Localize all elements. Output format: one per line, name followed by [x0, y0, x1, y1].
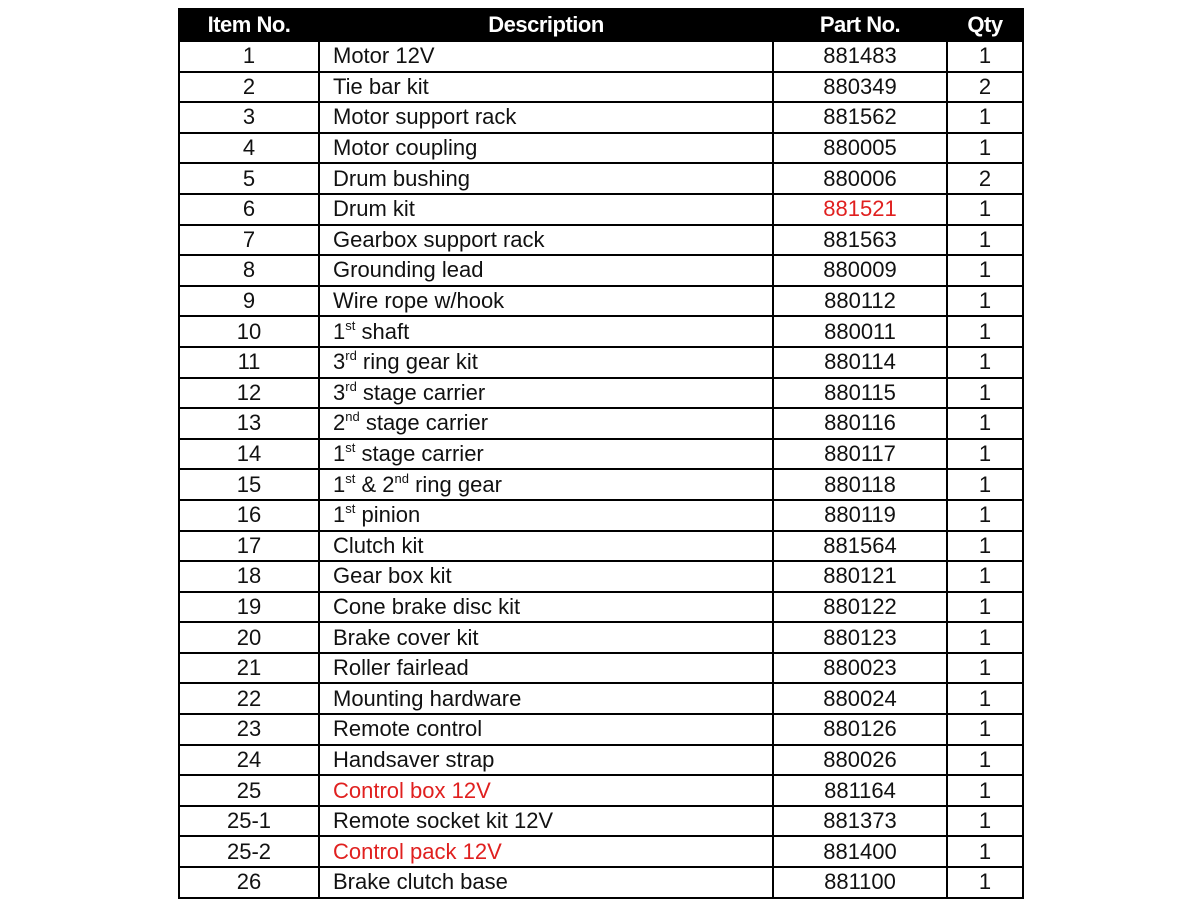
description-text: Remote control — [333, 716, 483, 742]
quantity: 1 — [947, 347, 1023, 378]
part-description — [319, 653, 773, 684]
quantity: 1 — [947, 439, 1023, 470]
part-description — [319, 439, 773, 470]
description-text: Roller fairlead — [333, 655, 469, 681]
quantity: 1 — [947, 561, 1023, 592]
item-number: 13 — [179, 408, 319, 439]
part-number: 880121 — [773, 561, 947, 592]
part-description — [319, 622, 773, 653]
ordinal-suffix: st — [345, 501, 356, 517]
description-text: stage carrier — [355, 441, 484, 467]
table-row — [179, 836, 1023, 867]
part-number: 880115 — [773, 378, 947, 409]
table-row — [179, 347, 1023, 378]
part-number: 880023 — [773, 653, 947, 684]
quantity: 1 — [947, 102, 1023, 133]
part-number: 880117 — [773, 439, 947, 470]
description-text: 2 — [333, 410, 346, 436]
parts-table-header — [179, 9, 1023, 41]
part-description — [319, 72, 773, 103]
description-text: Motor support rack — [333, 104, 517, 130]
part-number: 881564 — [773, 531, 947, 562]
item-number: 23 — [179, 714, 319, 745]
description-text: 3 — [333, 379, 346, 405]
table-row — [179, 194, 1023, 225]
ordinal-suffix: st — [345, 470, 356, 486]
description-text: stage carrier — [356, 379, 486, 405]
quantity: 1 — [947, 378, 1023, 409]
item-number: 25-1 — [179, 806, 319, 837]
quantity: 1 — [947, 592, 1023, 623]
part-description — [319, 592, 773, 623]
quantity: 1 — [947, 531, 1023, 562]
part-number: 880011 — [773, 316, 947, 347]
table-row — [179, 531, 1023, 562]
description-text: ring gear kit — [356, 349, 478, 375]
part-number: 881164 — [773, 775, 947, 806]
quantity: 1 — [947, 286, 1023, 317]
part-description — [319, 347, 773, 378]
description-header: Description — [319, 9, 773, 41]
item-number: 19 — [179, 592, 319, 623]
part-description — [319, 836, 773, 867]
quantity: 1 — [947, 41, 1023, 72]
part-number: 880026 — [773, 745, 947, 776]
part-description — [319, 225, 773, 256]
description-text: 1 — [333, 502, 346, 528]
table-row — [179, 745, 1023, 776]
part-number: 881483 — [773, 41, 947, 72]
quantity: 1 — [947, 316, 1023, 347]
part-description — [319, 561, 773, 592]
parts-table-body — [179, 41, 1023, 898]
item-number: 25-2 — [179, 836, 319, 867]
quantity: 1 — [947, 745, 1023, 776]
table-row — [179, 133, 1023, 164]
description-text: Grounding lead — [333, 257, 484, 283]
description-text: Mounting hardware — [333, 685, 522, 711]
table-row — [179, 316, 1023, 347]
part-description — [319, 41, 773, 72]
part-number: 880006 — [773, 163, 947, 194]
item-number: 6 — [179, 194, 319, 225]
table-row — [179, 41, 1023, 72]
description-text: shaft — [355, 318, 410, 344]
table-row — [179, 500, 1023, 531]
quantity: 1 — [947, 653, 1023, 684]
item-number: 20 — [179, 622, 319, 653]
ordinal-suffix: rd — [345, 378, 357, 394]
part-number: 880024 — [773, 683, 947, 714]
quantity: 1 — [947, 714, 1023, 745]
description-text: Motor coupling — [333, 135, 478, 161]
quantity: 1 — [947, 500, 1023, 531]
ordinal-suffix: rd — [345, 348, 357, 364]
quantity: 1 — [947, 469, 1023, 500]
description-text: Gearbox support rack — [333, 226, 545, 252]
table-row — [179, 255, 1023, 286]
part-number: 880119 — [773, 500, 947, 531]
ordinal-suffix: nd — [345, 409, 360, 425]
part-description — [319, 806, 773, 837]
part-number: 880123 — [773, 622, 947, 653]
table-row — [179, 72, 1023, 103]
table-row — [179, 867, 1023, 898]
part-description — [319, 745, 773, 776]
item-number: 3 — [179, 102, 319, 133]
item-number: 15 — [179, 469, 319, 500]
description-text: Brake clutch base — [333, 869, 508, 895]
part-description — [319, 714, 773, 745]
part-number: 880112 — [773, 286, 947, 317]
part-number: 880005 — [773, 133, 947, 164]
header-row — [179, 9, 1023, 41]
item-number: 17 — [179, 531, 319, 562]
table-row — [179, 286, 1023, 317]
part-description — [319, 163, 773, 194]
item-number: 7 — [179, 225, 319, 256]
part-number: 881562 — [773, 102, 947, 133]
part-no-header: Part No. — [773, 9, 947, 41]
item-number: 1 — [179, 41, 319, 72]
table-row — [179, 225, 1023, 256]
table-row — [179, 714, 1023, 745]
quantity: 1 — [947, 775, 1023, 806]
qty-header: Qty — [947, 9, 1023, 41]
table-row — [179, 592, 1023, 623]
parts-table — [178, 8, 1024, 899]
table-row — [179, 775, 1023, 806]
part-number: 880009 — [773, 255, 947, 286]
quantity: 1 — [947, 683, 1023, 714]
item-number: 18 — [179, 561, 319, 592]
item-number: 4 — [179, 133, 319, 164]
description-text: 1 — [333, 471, 346, 497]
part-number: 881373 — [773, 806, 947, 837]
table-row — [179, 102, 1023, 133]
part-description — [319, 255, 773, 286]
description-text: Remote socket kit 12V — [333, 808, 554, 834]
item-number: 11 — [179, 347, 319, 378]
item-number: 21 — [179, 653, 319, 684]
quantity: 2 — [947, 72, 1023, 103]
item-number: 16 — [179, 500, 319, 531]
part-number: 881100 — [773, 867, 947, 898]
description-text: Brake cover kit — [333, 624, 479, 650]
part-description — [319, 316, 773, 347]
part-number: 880114 — [773, 347, 947, 378]
quantity: 1 — [947, 408, 1023, 439]
quantity: 1 — [947, 867, 1023, 898]
description-text: Drum bushing — [333, 165, 470, 191]
part-description — [319, 500, 773, 531]
item-number: 5 — [179, 163, 319, 194]
description-text: 1 — [333, 318, 346, 344]
table-row — [179, 378, 1023, 409]
description-text: Control box 12V — [333, 777, 491, 803]
table-row — [179, 561, 1023, 592]
description-text: Motor 12V — [333, 43, 435, 69]
description-text: ring gear — [408, 471, 502, 497]
table-row — [179, 408, 1023, 439]
part-number: 881400 — [773, 836, 947, 867]
part-description — [319, 775, 773, 806]
quantity: 1 — [947, 836, 1023, 867]
item-number: 8 — [179, 255, 319, 286]
item-no-header: Item No. — [179, 9, 319, 41]
quantity: 1 — [947, 255, 1023, 286]
description-text: Clutch kit — [333, 532, 424, 558]
part-description — [319, 469, 773, 500]
ordinal-suffix: st — [345, 317, 356, 333]
item-number: 14 — [179, 439, 319, 470]
description-text: Tie bar kit — [333, 73, 429, 99]
item-number: 12 — [179, 378, 319, 409]
part-number: 881521 — [773, 194, 947, 225]
description-text: Wire rope w/hook — [333, 288, 505, 314]
part-number: 880349 — [773, 72, 947, 103]
part-number: 880118 — [773, 469, 947, 500]
table-row — [179, 806, 1023, 837]
part-description — [319, 102, 773, 133]
table-row — [179, 439, 1023, 470]
table-row — [179, 653, 1023, 684]
description-text: Cone brake disc kit — [333, 593, 521, 619]
item-number: 25 — [179, 775, 319, 806]
part-description — [319, 531, 773, 562]
part-number: 881563 — [773, 225, 947, 256]
ordinal-suffix: st — [345, 440, 356, 456]
quantity: 1 — [947, 194, 1023, 225]
table-row — [179, 683, 1023, 714]
part-description — [319, 194, 773, 225]
quantity: 1 — [947, 806, 1023, 837]
table-row — [179, 469, 1023, 500]
part-number: 880116 — [773, 408, 947, 439]
item-number: 26 — [179, 867, 319, 898]
quantity: 1 — [947, 225, 1023, 256]
ordinal-suffix: nd — [394, 470, 409, 486]
description-text: pinion — [355, 502, 421, 528]
part-number: 880126 — [773, 714, 947, 745]
item-number: 24 — [179, 745, 319, 776]
part-description — [319, 378, 773, 409]
description-text: Handsaver strap — [333, 746, 495, 772]
quantity: 1 — [947, 622, 1023, 653]
quantity: 2 — [947, 163, 1023, 194]
part-description — [319, 683, 773, 714]
part-description — [319, 867, 773, 898]
description-text: Control pack 12V — [333, 838, 502, 864]
item-number: 9 — [179, 286, 319, 317]
table-row — [179, 163, 1023, 194]
part-description — [319, 286, 773, 317]
description-text: Drum kit — [333, 196, 415, 222]
quantity: 1 — [947, 133, 1023, 164]
item-number: 10 — [179, 316, 319, 347]
part-description — [319, 133, 773, 164]
description-text: stage carrier — [359, 410, 489, 436]
description-text: & 2 — [355, 471, 395, 497]
part-number: 880122 — [773, 592, 947, 623]
table-row — [179, 622, 1023, 653]
part-description — [319, 408, 773, 439]
item-number: 2 — [179, 72, 319, 103]
item-number: 22 — [179, 683, 319, 714]
description-text: 3 — [333, 349, 346, 375]
description-text: 1 — [333, 441, 346, 467]
description-text: Gear box kit — [333, 563, 452, 589]
